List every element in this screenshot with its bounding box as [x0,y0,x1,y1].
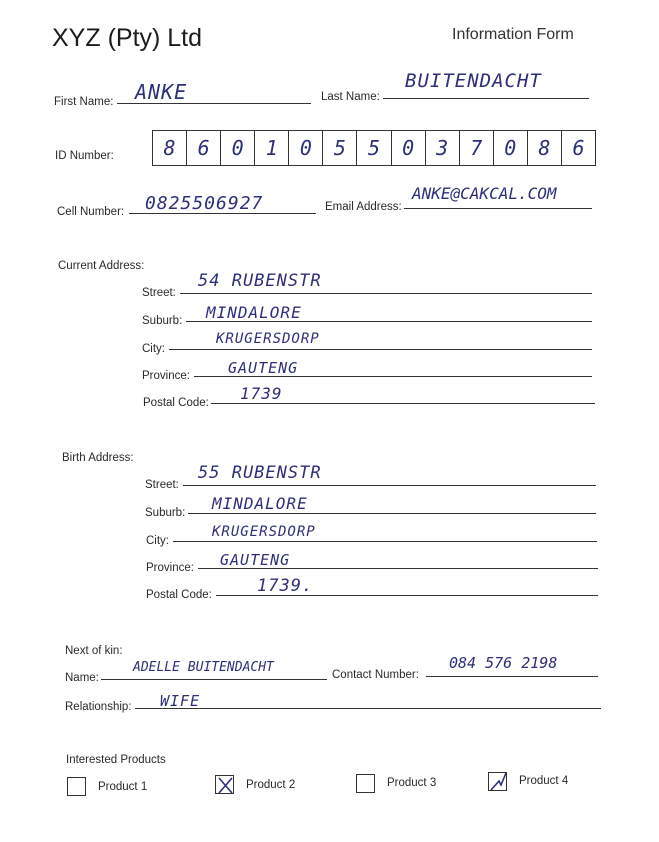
id-digit-box[interactable]: 3 [426,131,460,165]
id-number-label: ID Number: [55,150,114,162]
birth-suburb-line [188,513,596,514]
birth-suburb-label: Suburb: [145,507,186,519]
id-digit-box[interactable]: 8 [528,131,562,165]
kin-name-label: Name: [65,672,99,684]
current-city-line [169,349,592,350]
birth-city-label: City: [146,535,169,547]
product-4-label: Product 4 [519,775,569,787]
email-line [404,208,592,209]
kin-name-value[interactable]: ADELLE BUITENDACHT [133,660,274,675]
id-digit-box[interactable]: 0 [392,131,426,165]
first-name-value[interactable]: ANKE [135,80,188,104]
current-postal-line [211,403,595,404]
birth-city-line [173,541,597,542]
last-name-value[interactable]: BUITENDACHT [405,70,542,92]
id-digit-box[interactable]: 8 [153,131,187,165]
id-digit-box[interactable]: 7 [460,131,494,165]
id-digit-box[interactable]: 0 [221,131,255,165]
id-digit-box[interactable]: 5 [323,131,357,165]
product-1-checkbox[interactable] [67,777,86,796]
first-name-label: First Name: [54,96,114,108]
last-name-line [383,98,589,99]
id-digit-box[interactable]: 5 [357,131,391,165]
id-digit-box[interactable]: 0 [289,131,323,165]
product-3-label: Product 3 [387,777,437,789]
product-4-checkbox[interactable] [488,772,507,791]
company-name: XYZ (Pty) Ltd [52,24,203,52]
current-city-value[interactable]: KRUGERSDORP [216,331,320,347]
last-name-label: Last Name: [321,91,380,103]
kin-contact-value[interactable]: 084 576 2198 [449,654,558,672]
cell-number-value[interactable]: 0825506927 [145,193,264,214]
product-2-check-mark-icon [216,776,235,795]
birth-postal-label: Postal Code: [146,589,212,601]
product-1-label: Product 1 [98,781,148,793]
current-suburb-label: Suburb: [142,315,183,327]
relationship-value[interactable]: WIFE [160,692,201,710]
birth-street-label: Street: [145,479,179,491]
current-suburb-value[interactable]: MINDALORE [206,303,302,322]
form-title: Information Form [452,26,574,43]
kin-contact-line [426,676,598,677]
birth-postal-value[interactable]: 1739. [257,576,314,596]
id-digit-box[interactable]: 1 [255,131,289,165]
birth-address-heading: Birth Address: [62,452,134,464]
next-of-kin-heading: Next of kin: [65,645,123,657]
birth-city-value[interactable]: KRUGERSDORP [212,524,316,540]
birth-province-value[interactable]: GAUTENG [220,551,291,569]
relationship-line [135,708,601,709]
birth-suburb-value[interactable]: MINDALORE [212,494,308,513]
current-postal-label: Postal Code: [143,397,209,409]
interested-products-heading: Interested Products [66,754,166,766]
kin-contact-label: Contact Number: [332,669,419,681]
product-3-checkbox[interactable] [356,774,375,793]
cell-number-label: Cell Number: [57,206,125,218]
id-number-boxes [152,130,596,166]
current-city-label: City: [142,343,165,355]
current-street-line [180,293,592,294]
current-province-label: Province: [142,370,190,382]
current-postal-value[interactable]: 1739 [240,384,283,403]
current-street-value[interactable]: 54 RUBENSTR [198,271,322,291]
birth-province-label: Province: [146,562,194,574]
product-2-label: Product 2 [246,779,296,791]
email-value[interactable]: ANKE@CAKCAL.COM [412,184,557,203]
product-2-checkbox[interactable] [215,775,234,794]
birth-street-line [183,485,596,486]
id-digit-box[interactable]: 6 [187,131,221,165]
product-4-check-mark-icon [489,773,508,792]
birth-street-value[interactable]: 55 RUBENSTR [198,463,322,483]
current-province-value[interactable]: GAUTENG [228,359,299,377]
email-label: Email Address: [325,201,402,213]
relationship-label: Relationship: [65,701,132,713]
id-digit-box[interactable]: 0 [494,131,528,165]
current-street-label: Street: [142,287,176,299]
current-address-heading: Current Address: [58,260,145,272]
kin-name-line [101,679,327,680]
id-digit-box[interactable]: 6 [572,136,585,160]
